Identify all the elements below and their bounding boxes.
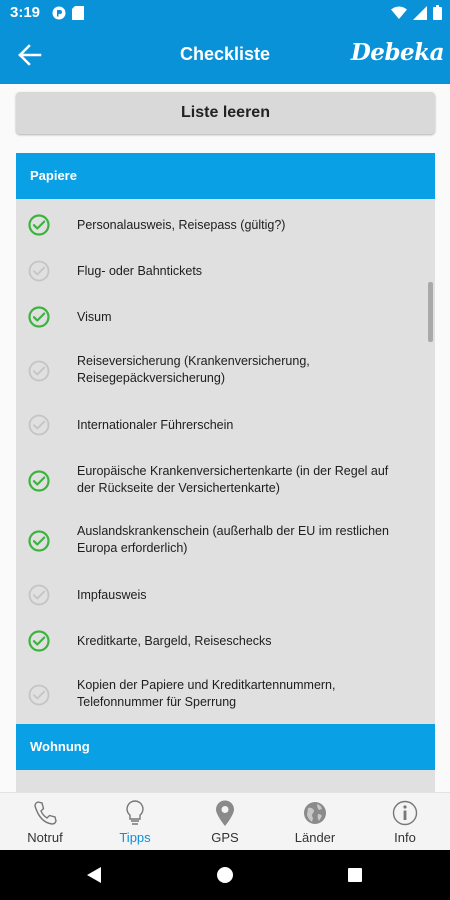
checklist-item-text: Europäische Krankenversichertenkarte (in der Regel auf der Rückseite der Versichertenkarte) [77,464,389,495]
check-circle-icon[interactable] [28,360,50,382]
system-recents-icon[interactable] [343,863,367,887]
system-navigation-bar [0,850,450,900]
nav-label: Länder [294,830,336,845]
sd-card-icon [72,6,84,20]
checklist-item-text: Kopien der Papiere und Kreditkartennummern, Telefonnummer für Sperrung [77,678,336,709]
phone-icon [31,799,59,827]
checklist-item-text: Personalausweis, Reisepass (gültig?) [77,218,286,232]
check-circle-icon[interactable] [28,584,50,606]
battery-icon [433,5,442,20]
checklist-section-wohnung [16,770,435,792]
nav-item-notruf[interactable] [0,793,90,850]
system-home-icon[interactable] [213,863,237,887]
clear-list-button[interactable]: Liste leeren [16,92,435,134]
nav-item-laender[interactable] [270,793,360,850]
status-time: 3:19 [10,4,41,21]
check-circle-icon[interactable] [28,414,50,436]
app-bar [0,26,450,84]
checklist-content [0,84,450,792]
checklist-item-text: Flug- oder Bahntickets [77,264,203,278]
checklist-item-text: Auslandskrankenschein (außerhalb der EU im restlichen Europa erforderlich) [77,524,389,555]
nav-label: Tipps [119,830,151,845]
signal-icon [413,6,427,20]
check-circle-icon[interactable] [28,530,50,552]
section-header-papiere: Papiere [16,153,435,199]
check-circle-icon[interactable] [28,684,50,706]
section-header-wohnung: Wohnung [16,724,435,770]
check-circle-icon[interactable] [28,260,50,282]
checklist-item-text: Impfausweis [77,588,147,602]
nav-label: Info [394,830,416,845]
info-icon [391,799,419,827]
check-circle-icon[interactable] [28,214,50,236]
check-circle-icon[interactable] [28,630,50,652]
check-circle-icon[interactable] [28,306,50,328]
scrollbar[interactable] [428,282,433,342]
wifi-icon [391,6,407,20]
nav-label: GPS [211,830,239,845]
checklist-item-text: Reiseversicherung (Krankenversicherung, Reisegepäckversicherung) [77,354,310,385]
page-title: Checkliste [179,44,271,64]
nav-item-info[interactable] [360,793,450,850]
notification-icons [52,6,84,20]
lightbulb-icon [121,799,149,827]
checklist-item-text: Internationaler Führerschein [77,418,234,432]
map-pin-icon [211,799,239,827]
app-notification-icon [52,6,66,20]
bottom-navigation [0,792,450,850]
nav-label: Notruf [27,830,63,845]
checklist-item-text: Kreditkarte, Bargeld, Reiseschecks [77,634,272,648]
globe-icon [301,799,329,827]
system-status-icons [391,5,442,20]
checklist-item-text: Visum [77,310,112,324]
system-back-icon[interactable] [82,863,106,887]
checklist-section-papiere [16,199,435,724]
nav-item-gps[interactable] [180,793,270,850]
brand-logo: Debeka [350,39,444,66]
status-bar [0,0,450,26]
nav-item-tipps[interactable] [90,793,180,850]
check-circle-icon[interactable] [28,470,50,492]
